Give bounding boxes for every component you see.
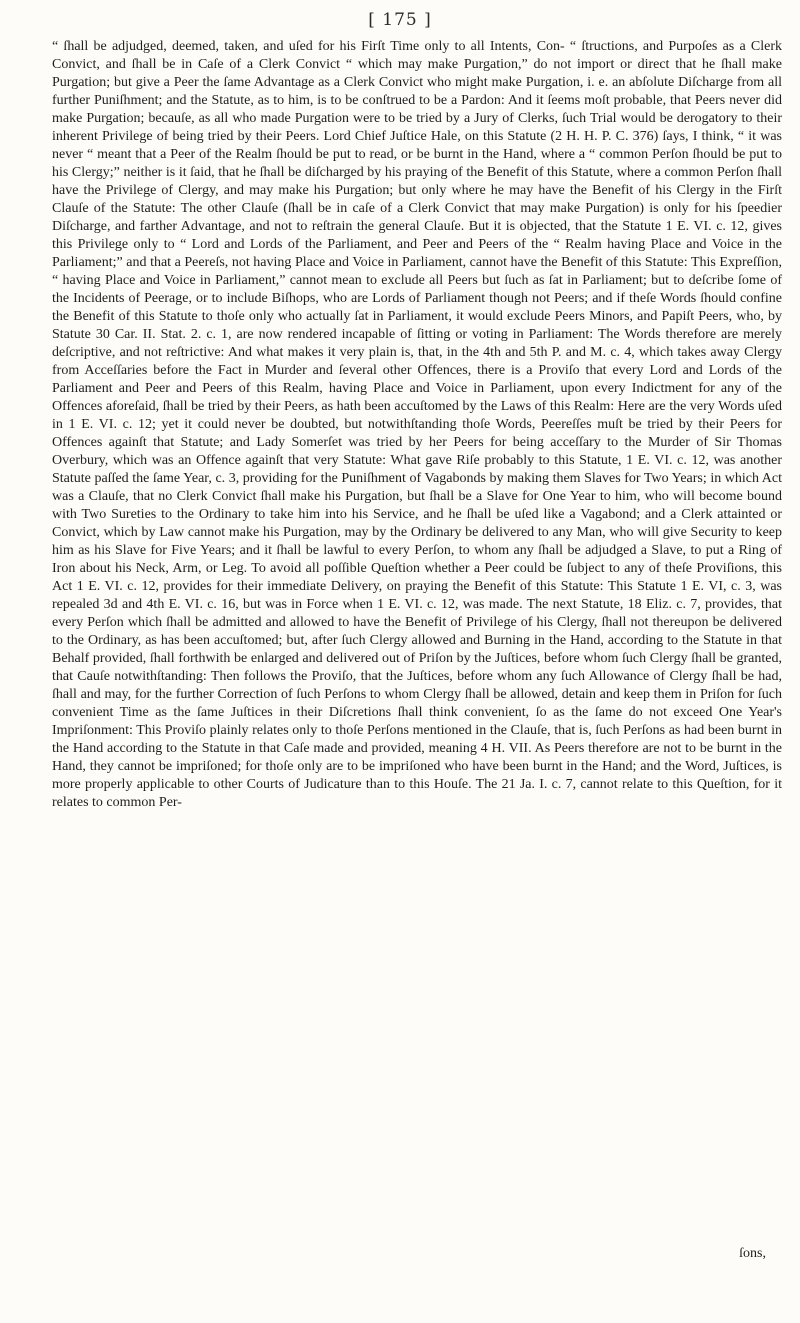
- body-text: “ ſhall be adjudged, deemed, taken, and uſed for his Firſt Time only to all Intents, Con- “ ſtructions, and Purpoſes as a Clerk Convict, and ſhall be in Caſe of a Clerk Convict “ which may make Purgation,” do not import or direct that he ſhall make Purgation; but give a Peer the ſame Advantage as a Clerk Convict who might make Purgation, i. e. an abſolute Diſcharge from all further Puniſhment; and the Statute, as to him, is to be conſtrued to be a Pardon: And it ſeems moſt probable, that Peers never did make Purgation; becauſe, as all who made Purgation were to be tried by a Jury of Clerks, ſuch Trial would be derogatory to their inherent Privilege of being tried by their Peers. Lord Chief Juſtice Hale, on this Statute (2 H. H. P. C. 376) ſays, I think, “ it was never “ meant that a Peer of the Realm ſhould be put to read, or be burnt in the Hand, where a “ common Perſon ſhould be put to his Clergy;” neither is it ſaid, that he ſhall be diſcharged by his praying of the Benefit of this Statute, where a common Perſon ſhall have the Privilege of Clergy, and may make his Purgation; but only where he may have the Benefit of his Clergy in the Firſt Clauſe of the Statute: The other Clauſe (ſhall be in caſe of a Clerk Convict that may make Purgation) is only for his ſpeedier Diſcharge, and farther Advantage, and not to reſtrain the general Clauſe. But it is objected, that the Statute 1 E. VI. c. 12, gives this Privilege only to “ Lord and Lords of the Parliament, and Peer and Peers of the “ Realm having Place and Voice in the Parliament;” and that a Peereſs, not having Place and Voice in Parliament, cannot have the Benefit of this Statute: This Expreſſion, “ having Place and Voice in Parliament,” cannot mean to exclude all Peers but ſuch as ſat in Parliament; but to deſcribe ſome of the Incidents of Peerage, or to include Biſhops, who are Lords of Parliament though not Peers; and if theſe Words ſhould confine the Benefit of this Statute to thoſe only who actually ſat in Parliament, it would exclude Peers Minors, and Papiſt Peers, who, by Statute 30 Car. II. Stat. 2. c. 1, are now rendered incapable of ſitting or voting in Parliament: The Words therefore are merely deſcriptive, and not reſtrictive: And what makes it very plain is, that, in the 4th and 5th P. and M. c. 4, which takes away Clergy from Acceſſaries before the Fact in Murder and ſeveral other Offences, there is a Proviſo that every Lord and Lords of the Parliament and Peer and Peers of this Realm, having Place and Voice in Parliament, upon every Indictment for any of the Offences aforeſaid, ſhall be tried by their Peers, as hath been accuſtomed by the Laws of this Realm: Here are the very Words uſed in 1 E. VI. c. 12; yet it could never be doubted, but notwithſtanding thoſe Words, Peereſſes muſt be tried by their Peers for Offences againſt that Statute; and Lady Somerſet was tried by her Peers for being acceſſary to the Murder of Sir Thomas Overbury, which was an Offence againſt that very Statute: What gave Riſe probably to this Statute, 1 E. VI. c. 12, was another Statute paſſed the ſame Year, c. 3, providing for the Puniſhment of Vagabonds by making them Slaves for Two Years; in which Act was a Clauſe, that no Clerk Convict ſhall make his Purgation, but ſhall be a Slave for One Year to him, who will become bound with Two Sureties to the Ordinary to take him into his Service, and he ſhall be uſed like a Vagabond; and a Clerk attainted or Convict, which by Law cannot make his Purgation, may by the Ordinary be delivered to any Man, who will give Security to keep him as his Slave for Five Years; and it ſhall be lawful to every Perſon, to whom any ſhall be adjudged a Slave, to put a Ring of Iron about his Neck, Arm, or Leg. To avoid all poſſible Queſtion whether a Peer could be ſubject to any of theſe Proviſions, this Act 1 E. VI. c. 12, provides for their immediate Delivery, on praying the Benefit of this Statute: This Statute 1 E. VI, c. 3, was repealed 3d and 4th E. VI. c. 16, but was in Force when 1 E. VI. c. 12, was made. The next Statute, 18 Eliz. c. 7, provides, that every Perſon which ſhall be admitted and allowed to have the Benefit of Privilege of his Clergy, ſhall not thereupon be delivered to the Ordinary, as has been accuſtomed; but, after ſuch Clergy allowed and Burning in the Hand, according to the Statute in that Behalf provided, ſhall forthwith be enlarged and delivered out of Priſon by the Juſtices, before whom ſuch Clergy ſhall be granted, that Cauſe notwithſtanding: Then follows the Proviſo, that the Juſtices, before whom any ſuch Allowance of Clergy ſhall be had, ſhall and may, for the further Correction of ſuch Perſons to whom Clergy ſhall be allowed, detain and keep them in Priſon for ſuch convenient Time as the ſame Juſtices in their Diſcretions ſhall think convenient, ſo as the ſame do not exceed One Year's Impriſonment: This Proviſo plainly relates only to thoſe Perſons mentioned in the Clauſe, that is, ſuch Perſons as had been burnt in the Hand according to the Statute in that Caſe made and provided, meaning 4 H. VII. As Peers therefore are not to be burnt in the Hand, they cannot be impriſoned; for thoſe only are to be impriſoned who have been burnt in the Hand; and the Word, Juſtices, is more properly applicable to other Courts of Judicature than to this Houſe. The 21 Ja. I. c. 7, cannot relate to this Queſtion, for it relates to common Per-: [52, 39, 782, 810]
- catchword: ſons,: [739, 1246, 766, 1261]
- page-number: [ 175 ]: [368, 10, 432, 30]
